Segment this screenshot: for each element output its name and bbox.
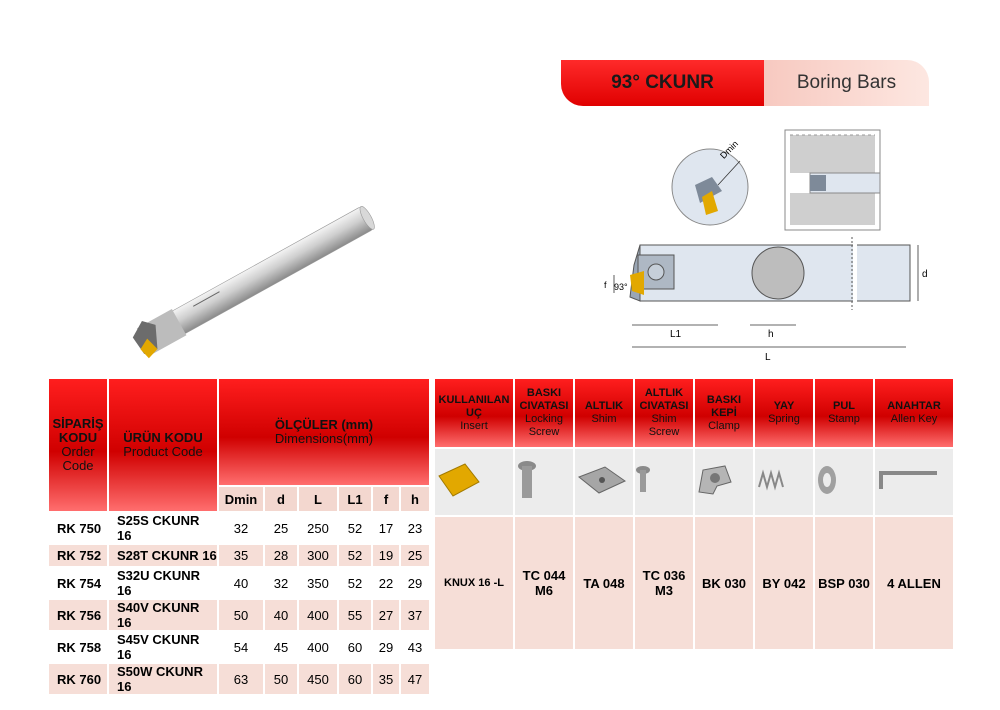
- order-code-cell: RK 750: [49, 513, 107, 543]
- l-label: L: [765, 352, 771, 363]
- component-value: TC 036 M3: [635, 517, 693, 649]
- order-code-cell: RK 752: [49, 545, 107, 566]
- component-value: BSP 030: [815, 517, 873, 649]
- component-value: TA 048: [575, 517, 633, 649]
- allen-key-icon: [875, 482, 941, 499]
- dim-header: L1: [339, 487, 371, 511]
- component-image-cell: [695, 449, 753, 515]
- table-row: [49, 600, 429, 630]
- component-image-cell: [515, 449, 573, 515]
- dimension-cell: 350: [299, 568, 337, 598]
- component-header: YAY Spring: [755, 379, 813, 447]
- dimension-cell: 40: [219, 568, 263, 598]
- dimension-cell: 25: [401, 545, 429, 566]
- component-value: 4 ALLEN: [875, 517, 953, 649]
- l1-label: L1: [670, 329, 682, 340]
- shim-screw-icon: [635, 482, 651, 499]
- header-banner: [561, 60, 929, 106]
- d-label: d: [922, 269, 928, 280]
- order-code-cell: RK 754: [49, 568, 107, 598]
- component-value: TC 044 M6: [515, 517, 573, 649]
- component-value: BY 042: [755, 517, 813, 649]
- order-code-cell: RK 760: [49, 664, 107, 694]
- dimension-cell: 37: [401, 600, 429, 630]
- product-code-cell: S25S CKUNR 16: [109, 513, 217, 543]
- dim-header: f: [373, 487, 399, 511]
- dimensions-header: ÖLÇÜLER (mm) Dimensions(mm): [219, 379, 429, 485]
- dimension-cell: 40: [265, 600, 297, 630]
- locking-screw-icon: [515, 489, 539, 506]
- table-row: [49, 664, 429, 694]
- dimension-cell: 19: [373, 545, 399, 566]
- order-code-cell: RK 758: [49, 632, 107, 662]
- dimension-cell: 450: [299, 664, 337, 694]
- spring-icon: [755, 480, 789, 497]
- dimension-cell: 17: [373, 513, 399, 543]
- shim-icon: [575, 484, 629, 501]
- dimension-cell: 25: [265, 513, 297, 543]
- component-value: BK 030: [695, 517, 753, 649]
- dimension-cell: 63: [219, 664, 263, 694]
- dimension-cell: 45: [265, 632, 297, 662]
- dimension-cell: 55: [339, 600, 371, 630]
- dim-header: Dmin: [219, 487, 263, 511]
- banner-title: 93° CKUNR: [561, 60, 764, 106]
- dimension-cell: 32: [265, 568, 297, 598]
- component-header: KULLANILAN UÇ Insert: [435, 379, 513, 447]
- dimension-cell: 43: [401, 632, 429, 662]
- product-code-cell: S50W CKUNR 16: [109, 664, 217, 694]
- table-row: [49, 568, 429, 598]
- dimension-cell: 29: [373, 632, 399, 662]
- dimension-cell: 22: [373, 568, 399, 598]
- dimension-cell: 28: [265, 545, 297, 566]
- component-image-cell: [635, 449, 693, 515]
- dimension-cell: 52: [339, 513, 371, 543]
- dimensions-table: [47, 377, 431, 696]
- insert-icon: [435, 487, 483, 504]
- order-code-cell: RK 756: [49, 600, 107, 630]
- dimension-cell: 60: [339, 664, 371, 694]
- component-value: KNUX 16 -L: [435, 517, 513, 649]
- dmin-label: Dmin: [718, 138, 741, 161]
- dimension-cell: 54: [219, 632, 263, 662]
- dimension-cell: 400: [299, 632, 337, 662]
- component-image-cell: [575, 449, 633, 515]
- component-header: BASKI CIVATASI Locking Screw: [515, 379, 573, 447]
- component-image-cell: [815, 449, 873, 515]
- dimension-cell: 60: [339, 632, 371, 662]
- table-row: [49, 545, 429, 566]
- dimension-cell: 400: [299, 600, 337, 630]
- dimension-cell: 27: [373, 600, 399, 630]
- angle-label: 93°: [614, 282, 628, 292]
- dimension-cell: 250: [299, 513, 337, 543]
- dimension-cell: 300: [299, 545, 337, 566]
- component-header: ALTLIK Shim: [575, 379, 633, 447]
- product-code-header: ÜRÜN KODU Product Code: [109, 379, 217, 511]
- product-code-cell: S45V CKUNR 16: [109, 632, 217, 662]
- component-image-cell: [875, 449, 953, 515]
- dim-header: L: [299, 487, 337, 511]
- component-header: PUL Stamp: [815, 379, 873, 447]
- f-label: f: [604, 280, 607, 290]
- product-code-cell: S40V CKUNR 16: [109, 600, 217, 630]
- dimension-cell: 32: [219, 513, 263, 543]
- component-image-cell: [755, 449, 813, 515]
- dimension-cell: 35: [219, 545, 263, 566]
- dimension-cell: 47: [401, 664, 429, 694]
- product-code-cell: S28T CKUNR 16: [109, 545, 217, 566]
- dimension-cell: 29: [401, 568, 429, 598]
- dim-header: h: [401, 487, 429, 511]
- components-table: [433, 377, 955, 651]
- clamp-icon: [695, 485, 735, 502]
- component-header: ANAHTAR Allen Key: [875, 379, 953, 447]
- h-label: h: [768, 329, 774, 340]
- dimension-cell: 23: [401, 513, 429, 543]
- boring-bar-image: [118, 200, 388, 360]
- product-code-cell: S32U CKUNR 16: [109, 568, 217, 598]
- dimension-cell: 52: [339, 568, 371, 598]
- order-code-header: SİPARİŞ KODU Order Code: [49, 379, 107, 511]
- component-header: ALTLIK CIVATASI Shim Screw: [635, 379, 693, 447]
- component-image-cell: [435, 449, 513, 515]
- banner-subtitle: Boring Bars: [764, 60, 929, 106]
- dimension-cell: 35: [373, 664, 399, 694]
- dimension-cell: 50: [219, 600, 263, 630]
- table-row: [49, 513, 429, 543]
- stamp-icon: [815, 484, 839, 501]
- dimension-cell: 50: [265, 664, 297, 694]
- dim-header: d: [265, 487, 297, 511]
- technical-diagram: [600, 125, 930, 365]
- component-header: BASKI KEPİ Clamp: [695, 379, 753, 447]
- table-row: [49, 632, 429, 662]
- dimension-cell: 52: [339, 545, 371, 566]
